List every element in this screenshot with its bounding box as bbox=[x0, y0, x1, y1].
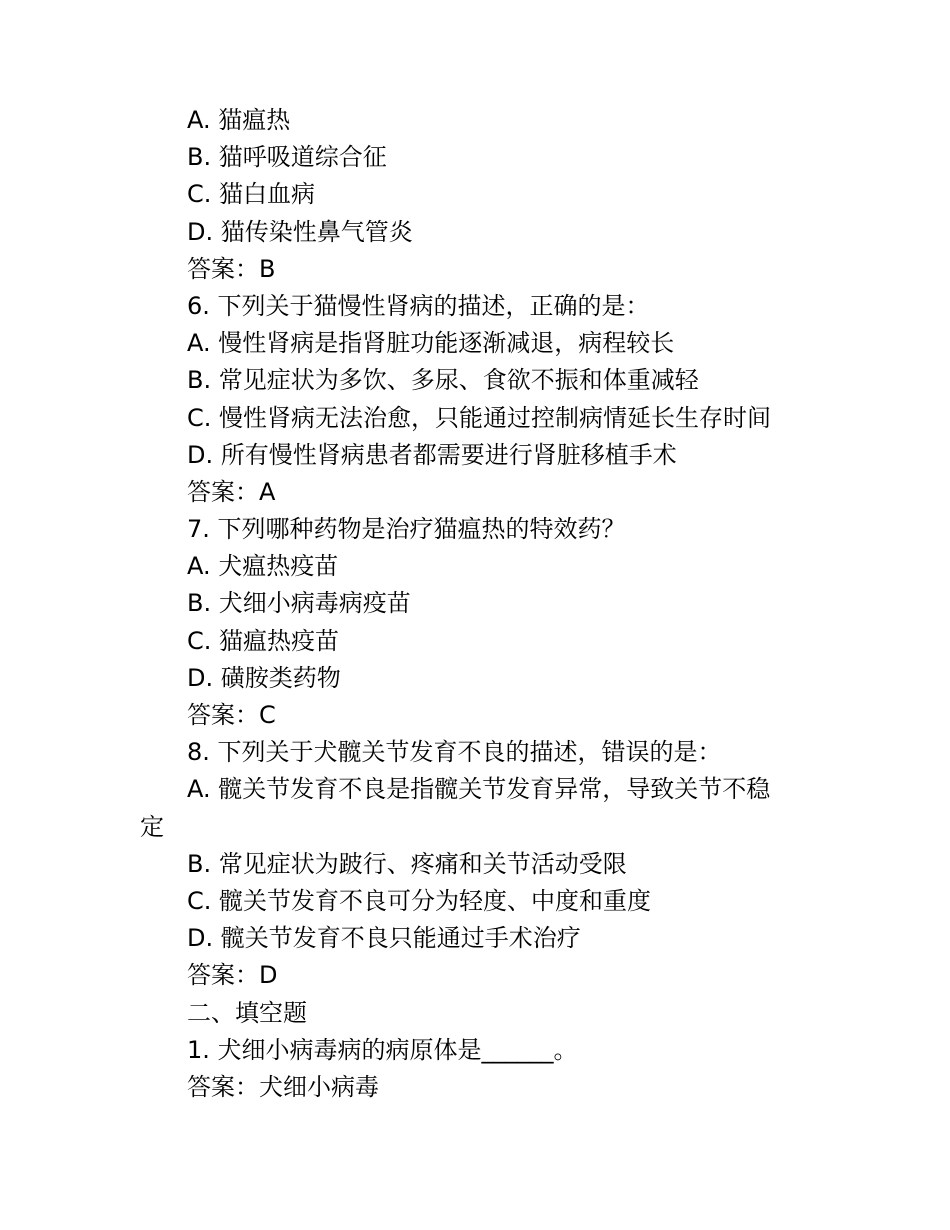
option-line: D. 所有慢性肾病患者都需要进行肾脏移植手术 bbox=[187, 440, 677, 469]
document-body bbox=[140, 102, 800, 1106]
option-line: D. 磺胺类药物 bbox=[187, 663, 341, 692]
answer-line: 答案：犬细小病毒 bbox=[187, 1072, 379, 1101]
answer-line: 答案：A bbox=[187, 477, 276, 506]
option-line-wrapped: A. 髋关节发育不良是指髋关节发育异常，导致关节不稳定 bbox=[140, 775, 771, 841]
option-line: C. 猫白血病 bbox=[187, 180, 316, 209]
option-line: C. 髋关节发育不良可分为轻度、中度和重度 bbox=[187, 886, 652, 915]
option-line: B. 常见症状为多饮、多尿、食欲不振和体重减轻 bbox=[187, 366, 699, 395]
option-line: A. 犬瘟热疫苗 bbox=[187, 552, 339, 581]
option-line: B. 常见症状为跛行、疼痛和关节活动受限 bbox=[187, 849, 627, 878]
option-line: D. 猫传染性鼻气管炎 bbox=[187, 217, 413, 246]
option-line: A. 猫瘟热 bbox=[187, 106, 291, 134]
option-line: C. 慢性肾病无法治愈，只能通过控制病情延长生存时间 bbox=[187, 403, 772, 432]
option-line: D. 髋关节发育不良只能通过手术治疗 bbox=[187, 924, 581, 953]
question-line: 6. 下列关于猫慢性肾病的描述，正确的是： bbox=[187, 291, 650, 320]
answer-line: 答案：D bbox=[187, 961, 278, 990]
question-line: 8. 下列关于犬髋关节发育不良的描述，错误的是： bbox=[187, 738, 722, 767]
question-line: 1. 犬细小病毒病的病原体是______。 bbox=[187, 1035, 578, 1064]
answer-line: 答案：C bbox=[187, 701, 276, 729]
answer-line: 答案：B bbox=[187, 254, 276, 283]
option-line: C. 猫瘟热疫苗 bbox=[187, 626, 340, 655]
section-heading: 二、填空题 bbox=[187, 998, 307, 1027]
question-line: 7. 下列哪种药物是治疗猫瘟热的特效药？ bbox=[187, 515, 626, 544]
option-line: B. 犬细小病毒病疫苗 bbox=[187, 589, 411, 618]
option-line: B. 猫呼吸道综合征 bbox=[187, 143, 387, 172]
option-line: A. 慢性肾病是指肾脏功能逐渐减退，病程较长 bbox=[187, 329, 675, 358]
